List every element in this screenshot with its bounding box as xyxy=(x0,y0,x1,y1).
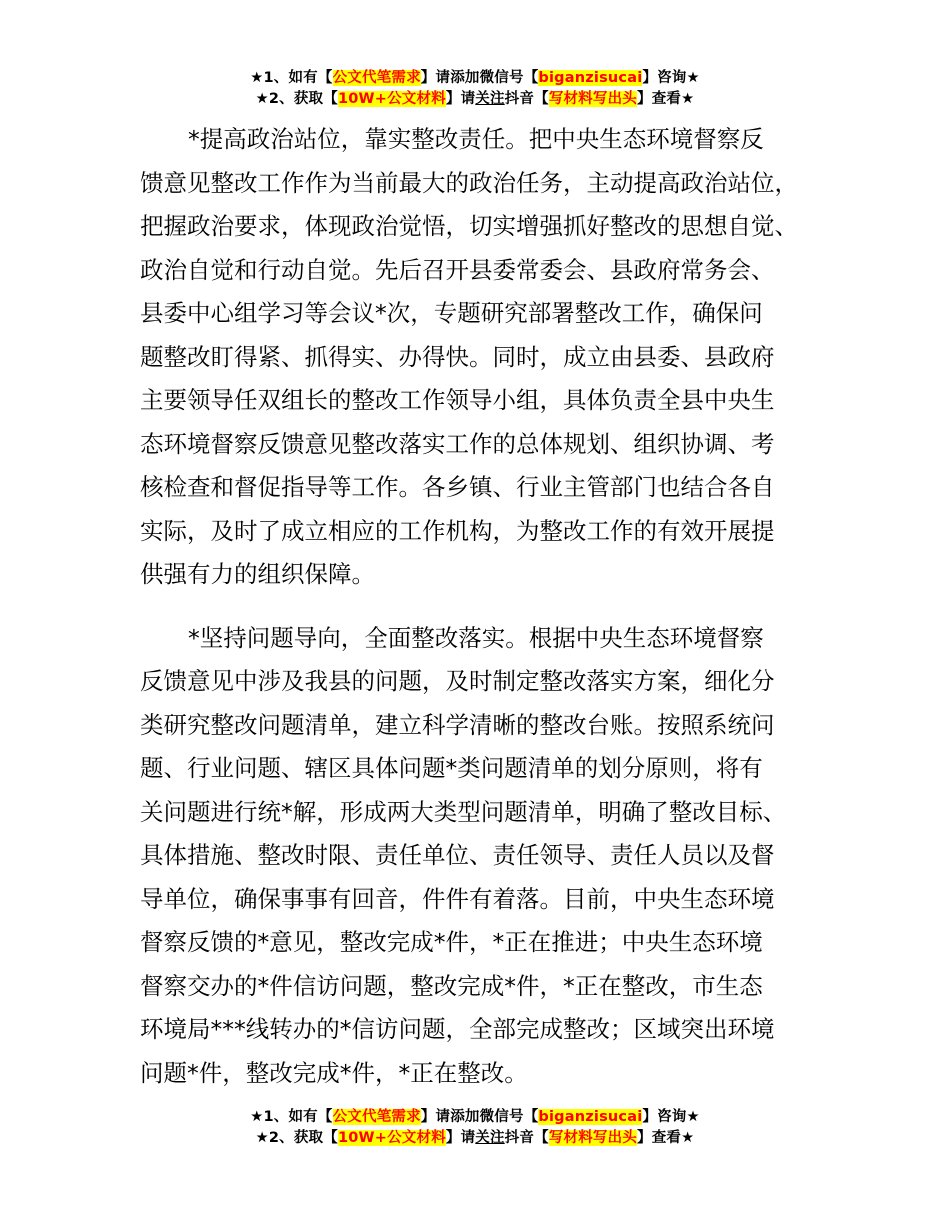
highlight-materials: 10W+公文材料 xyxy=(337,1130,446,1146)
header-banner xyxy=(0,68,950,110)
paragraph-political-stance: *提高政治站位，靠实整改责任。把中央生态环境督察反 馈意见整改工作作为当前最大的政治任务，主动提高政治站位， 把握政治要求，体现政治觉悟，切实增强抓好整改的思想自觉、 政治自觉和行动自觉。先后召开县委常委会、县政府常务会、 县委中心组学习等会议*次，专题研究部署整改工作，确保问 题整改盯得紧、抓得实、办得快。同时，成立由县委、县政府 主要领导任双组长的整改工作领导小组，具体负责全县中央生 态环境督察反馈意见整改落实工作的总体规划、组织协调、考 核检查和督促指导等工作。各乡镇、行业主管部门也结合各自 实际，及时了成立相应的工作机构，为整改工作的有效开展提 供强有力的组织保障。 xyxy=(140,125,798,588)
highlight-wechat-id: biganzisucai xyxy=(538,1109,643,1125)
banner-line-2: ★2、获取【10W+公文材料】请关注抖音【写材料写出头】查看★ xyxy=(255,91,695,107)
highlight-douyin-account: 写材料写出头 xyxy=(548,1130,638,1146)
paragraph-problem-oriented: *坚持问题导向，全面整改落实。根据中央生态环境督察 反馈意见中涉及我县的问题，及时制定整改落实方案，细化分 类研究整改问题清单，建立科学清晰的整改台账。按照系统问 题、行业问题、辖区具体问题*类问题清单的划分原则，将有 关问题进行统*解，形成两大类型问题清单，明确了整改目标、 具体措施、整改时限、责任单位、责任领导、责任人员以及督 导单位，确保事事有回音，件件有着落。目前，中央生态环境 督察反馈的*意见，整改完成*件，*正在推进；中央生态环境 督察交办的*件信访问题，整改完成*件，*正在整改，市生态 环境局***线转办的*信访问题，全部完成整改；区域突出环境 问题*件，整改完成*件，*正在整改。 xyxy=(140,623,787,1087)
banner-line-1: ★1、如有【公文代笔需求】请添加微信号【biganzisucai】咨询★ xyxy=(250,70,700,86)
footer-banner xyxy=(0,1107,950,1149)
footer-banner-line-1: ★1、如有【公文代笔需求】请添加微信号【biganzisucai】咨询★ xyxy=(250,1109,700,1125)
highlight-wechat-id: biganzisucai xyxy=(538,70,643,86)
document-body xyxy=(140,118,835,1095)
highlight-materials: 10W+公文材料 xyxy=(337,91,446,107)
highlight-ghostwriting: 公文代笔需求 xyxy=(332,70,421,86)
highlight-douyin-account: 写材料写出头 xyxy=(548,91,638,107)
highlight-ghostwriting: 公文代笔需求 xyxy=(332,1109,421,1125)
footer-banner-line-2: ★2、获取【10W+公文材料】请关注抖音【写材料写出头】查看★ xyxy=(255,1130,695,1146)
